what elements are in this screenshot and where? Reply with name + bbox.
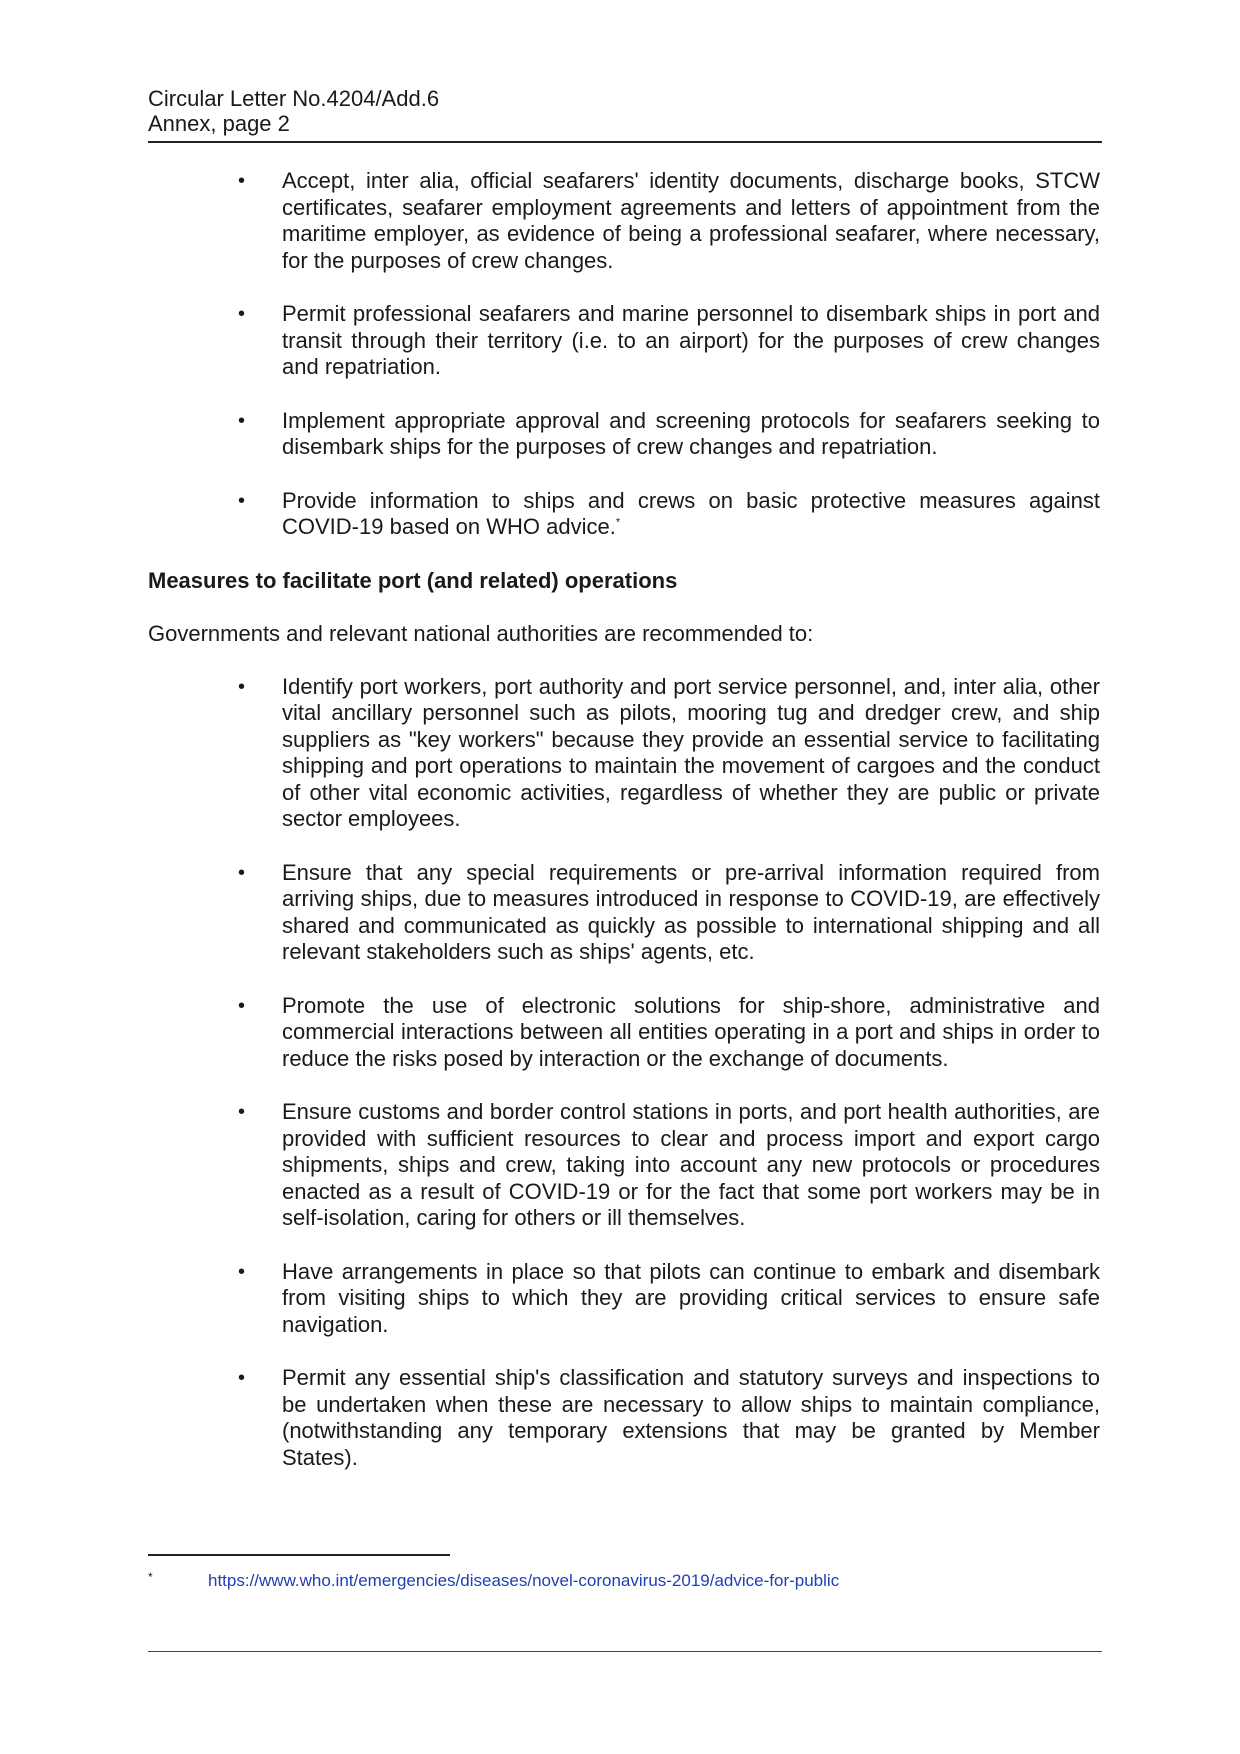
document-body (148, 168, 1100, 1498)
list-item-text: Implement appropriate approval and screening protocols for seafarers seeking to disembark ships for the purposes of crew changes and repatriation. (282, 407, 1100, 459)
bullet-icon (238, 1099, 245, 1126)
list-item-text: Permit professional seafarers and marine personnel to disembark ships in port and transit through their territory (i.e. to an airport) for the purposes of crew changes and repatriation. (282, 301, 1100, 379)
footnote-reference-mark[interactable]: * (615, 516, 621, 529)
list-item (148, 1365, 1100, 1471)
annex-page-number: Annex, page 2 (148, 111, 290, 136)
list-item-text: Provide information to ships and crews on basic protective measures against COVID-19 based on WHO advice. (282, 487, 1100, 539)
bullet-icon (238, 860, 245, 887)
list-item (148, 1259, 1100, 1339)
section-heading: Measures to facilitate port (and related) operations (148, 567, 678, 593)
list-item (148, 168, 1100, 274)
bullet-icon (238, 1259, 245, 1286)
bullet-icon (238, 301, 245, 328)
list-item-text: Permit any essential ship's classification and statutory surveys and inspections to be undertaken when these are necessary to allow ships to maintain compliance, (notwithstanding any temporary extensions that may be granted by Member States). (282, 1365, 1100, 1470)
list-item-text: Ensure customs and border control stations in ports, and port health authorities, are provided with sufficient resources to clear and process import and export cargo shipments, ships and crew, taking into account any new protocols or procedures enacted as a result of COVID-19 or for the fact that some port workers may be in self-isolation, caring for others or ill themselves. (282, 1099, 1100, 1230)
list-item (148, 993, 1100, 1073)
bullet-icon (238, 408, 245, 435)
list-item (148, 674, 1100, 833)
page-header (148, 86, 1100, 136)
who-advice-link[interactable]: https://www.who.int/emergencies/diseases/novel-coronavirus-2019/advice-for-public (208, 1571, 840, 1590)
port-operations-measures-list (148, 674, 1100, 1472)
list-item-text: Accept, inter alia, official seafarers' identity documents, discharge books, STCW certificates, seafarer employment agreements and letters of appointment from the maritime employer, as evidence of being a professional seafarer, where necessary, for the purposes of crew changes. (282, 168, 1100, 273)
bullet-icon (238, 674, 245, 701)
list-item (148, 408, 1100, 461)
footnote-symbol: * (148, 1570, 153, 1584)
bullet-icon (238, 488, 245, 515)
list-item-text: Identify port workers, port authority and port service personnel, and, inter alia, other vital ancillary personnel such as pilots, mooring tug and dredger crew, and ship suppliers as "key workers" because they provide an essential service to facilitating shipping and port operations to maintain the movement of cargoes and the conduct of other vital economic activities, regardless of whether they are public or private sector employees. (282, 673, 1100, 831)
list-item-text: Promote the use of electronic solutions for ship-shore, administrative and commercial interactions between all entities operating in a port and ships in order to reduce the risks posed by interaction or the exchange of documents. (282, 992, 1100, 1071)
footer-divider (148, 1651, 1102, 1652)
header-divider (148, 141, 1102, 143)
section-intro: Governments and relevant national authorities are recommended to: (148, 621, 814, 646)
list-item (148, 301, 1100, 381)
list-item (148, 488, 1100, 541)
list-item-text: Have arrangements in place so that pilots can continue to embark and disembark from visiting ships to which they are providing critical services to ensure safe navigation. (282, 1258, 1100, 1337)
bullet-icon (238, 993, 245, 1020)
crew-change-measures-list (148, 168, 1100, 541)
footnote-separator (148, 1554, 450, 1556)
list-item (148, 1099, 1100, 1232)
bullet-icon (238, 1365, 245, 1392)
bullet-icon (238, 168, 245, 195)
list-item (148, 860, 1100, 966)
circular-letter-reference: Circular Letter No.4204/Add.6 (148, 86, 440, 111)
list-item-text: Ensure that any special requirements or pre-arrival information required from arriving ships, due to measures introduced in response to COVID-19, are effectively shared and communicated as quickly as possible to international shipping and all relevant stakeholders such as ships' agents, etc. (282, 859, 1100, 964)
